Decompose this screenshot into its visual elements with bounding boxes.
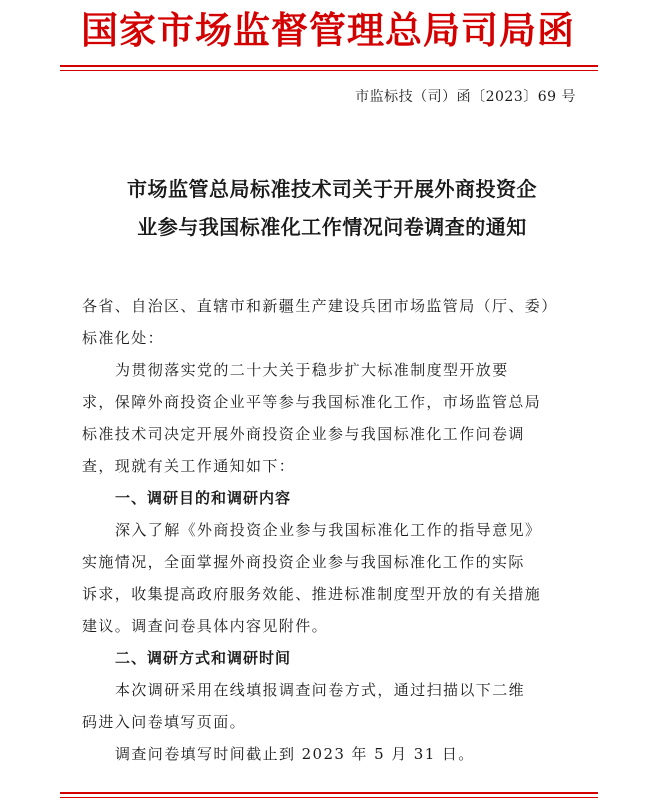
paragraph-line: 建议。调查问卷具体内容见附件。 bbox=[82, 617, 329, 635]
paragraph-line: 本次调研采用在线填报调查问卷方式，通过扫描以下二维 bbox=[115, 681, 526, 699]
masthead-divider bbox=[60, 65, 598, 67]
paragraph-line: 为贯彻落实党的二十大关于稳步扩大标准制度型开放要 bbox=[115, 361, 509, 379]
paragraph-line: 诉求，收集提高政府服务效能、推进标准制度型开放的有关措施 bbox=[82, 585, 542, 603]
document-body bbox=[82, 290, 582, 770]
paragraph-line: 查，现就有关工作通知如下： bbox=[82, 457, 296, 475]
section-heading-1: 一、调研目的和调研内容 bbox=[115, 489, 292, 507]
footer-divider-thin bbox=[60, 797, 598, 798]
paragraph-line: 调查问卷填写时间截止到 2023 年 5 月 31 日。 bbox=[115, 745, 475, 763]
paragraph-line: 实施情况，全面掌握外商投资企业参与我国标准化工作的实际 bbox=[82, 553, 525, 571]
title-line-2: 业参与我国标准化工作情况问卷调查的通知 bbox=[137, 215, 527, 239]
section-heading-2: 二、调研方式和调研时间 bbox=[115, 649, 292, 667]
paragraph-line: 标准技术司决定开展外商投资企业参与我国标准化工作问卷调 bbox=[82, 425, 525, 443]
salutation-line-1: 各省、自治区、直辖市和新疆生产建设兵团市场监管局（厅、委） bbox=[82, 297, 558, 315]
masthead-title: 国家市场监督管理总局司局函 bbox=[81, 9, 575, 52]
footer-divider bbox=[60, 792, 598, 794]
masthead-divider-thin bbox=[60, 70, 598, 71]
title-line-1: 市场监管总局标准技术司关于开展外商投资企 bbox=[127, 177, 537, 201]
paragraph-line: 码进入问卷填写页面。 bbox=[82, 713, 247, 731]
salutation-line-2: 标准化处： bbox=[82, 329, 165, 347]
document-title bbox=[82, 170, 582, 246]
document-number: 市监标技（司）函〔2023〕69 号 bbox=[355, 89, 576, 105]
paragraph-line: 求，保障外商投资企业平等参与我国标准化工作，市场监管总局 bbox=[82, 393, 542, 411]
paragraph-line: 深入了解《外商投资企业参与我国标准化工作的指导意见》 bbox=[115, 521, 542, 539]
